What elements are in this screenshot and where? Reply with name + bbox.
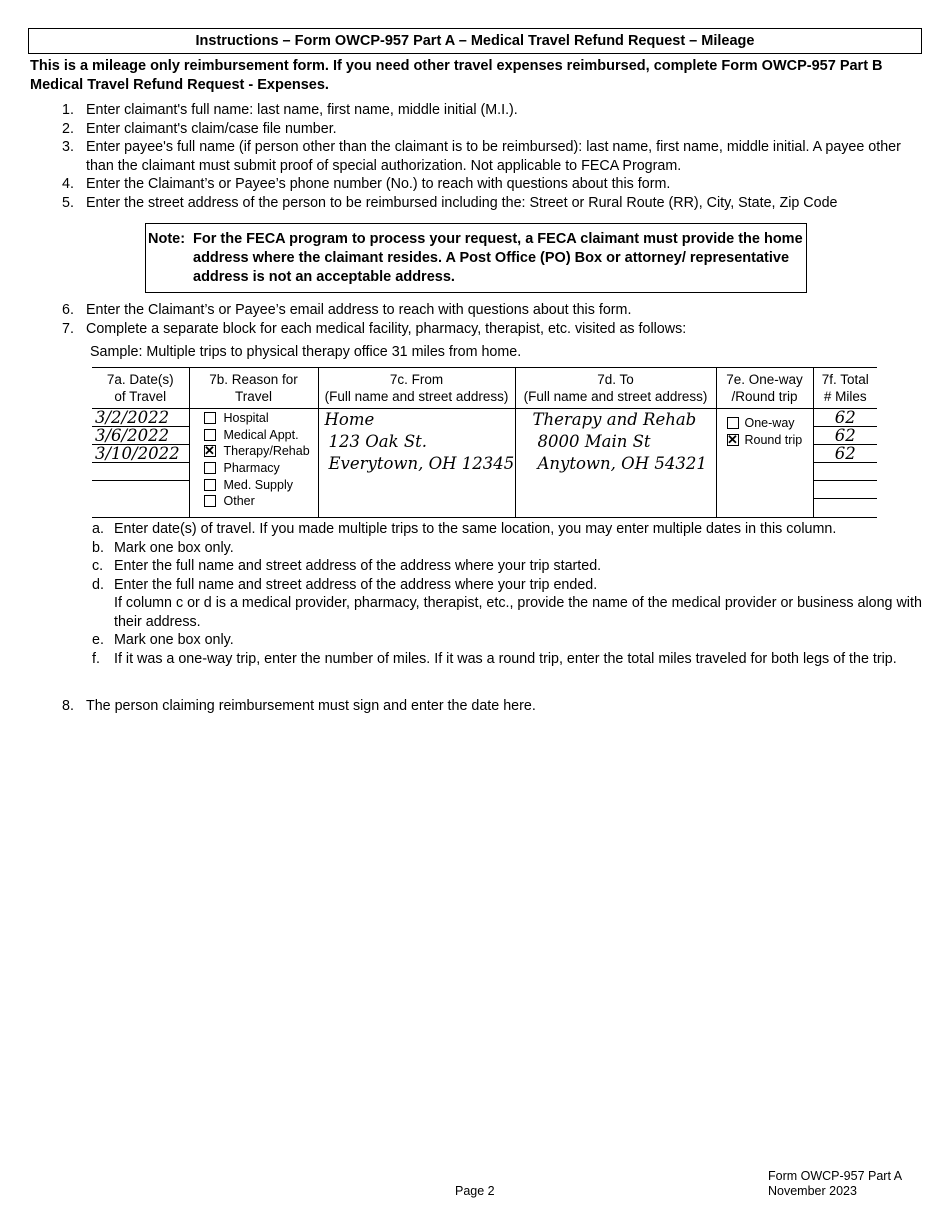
header-from: 7c. From (Full name and street address) (318, 368, 515, 409)
from-city: Everytown, OH 12345 (328, 454, 515, 473)
list-item (92, 650, 927, 669)
miles-entry (814, 481, 878, 499)
reason-option-pharmacy: Pharmacy (190, 460, 318, 477)
list-item (62, 138, 922, 175)
item-letter: b. (92, 539, 104, 556)
checkbox-checked: ✕ (204, 443, 215, 459)
item-letter: d. (92, 576, 104, 593)
checkbox-checked: ✕ (727, 431, 738, 447)
page-number: Page 2 (455, 1184, 495, 1198)
date-entry: 3/2/2022 (92, 409, 189, 427)
reason-option-other: Other (190, 493, 318, 510)
list-item (92, 631, 927, 650)
item-letter: f. (92, 650, 100, 667)
header-trip-type: 7e. One-way /Round trip (716, 368, 813, 409)
to-name: Therapy and Rehab (532, 410, 697, 429)
date-entry (92, 463, 189, 481)
reason-option-medical-appt: Medical Appt. (190, 427, 318, 444)
item-text: Enter the Claimant’s or Payee’s email address to reach with questions about this form. (86, 302, 632, 318)
trip-option-one-way: One-way (717, 415, 813, 432)
list-item (62, 697, 922, 716)
reason-option-hospital: Hospital (190, 410, 318, 427)
item-text: Enter the full name and street address of the address where your trip started. (114, 558, 602, 574)
sample-caption: Sample: Multiple trips to physical therapy office 31 miles from home. (90, 344, 522, 360)
list-item (62, 194, 922, 213)
item-text: Mark one box only. (114, 539, 234, 556)
reason-cell (189, 409, 318, 518)
item-number: 5. (62, 194, 74, 211)
list-item (92, 539, 927, 558)
feca-note-box (145, 223, 807, 293)
item-number: 3. (62, 139, 74, 155)
to-street: 8000 Main St (537, 432, 651, 451)
item-text: Enter the Claimant’s or Payee’s phone number (No.) to reach with questions about this form. (86, 176, 671, 192)
miles-entry: 62 (814, 445, 878, 463)
date-entry (92, 481, 189, 498)
to-city: Anytown, OH 54321 (537, 454, 707, 473)
list-item (62, 120, 922, 139)
item-text: Enter claimant's full name: last name, first name, middle initial (M.I.). (86, 102, 518, 118)
item-text: Mark one box only. (114, 632, 234, 648)
date-entry: 3/10/2022 (92, 445, 189, 463)
reason-option-therapy-rehab: ✕ Therapy/Rehab (204, 443, 310, 459)
from-name: Home (324, 410, 375, 429)
checkbox (204, 495, 216, 507)
item-letter: c. (92, 558, 104, 574)
item-text: If it was a one-way trip, enter the number of miles. If it was a round trip, enter the total miles traveled for both legs of the trip. (114, 650, 897, 667)
from-street: 123 Oak St. (328, 432, 428, 451)
date-entry: 3/6/2022 (92, 427, 189, 445)
checkbox (204, 479, 216, 491)
item-number: 2. (62, 120, 74, 137)
trip-option-round-trip: ✕ Round trip (727, 431, 803, 447)
miles-entry (814, 463, 878, 481)
form-title: Instructions – Form OWCP-957 Part A – Medical Travel Refund Request – Mileage (28, 28, 922, 54)
item-text: Enter date(s) of travel. If you made multiple trips to the same location, you may enter multiple dates in this column. (114, 521, 837, 537)
note-text: For the FECA program to process your request, a FECA claimant must provide the home address where the claimant resides. A Post Office (PO) Box or attorney/ representative address is not an acceptable address. (193, 231, 803, 285)
miles-entry: 62 (814, 427, 878, 445)
item-letter: e. (92, 632, 104, 648)
instructions-list-1-5 (62, 101, 922, 212)
header-reason: 7b. Reason for Travel (189, 368, 318, 409)
item-letter: a. (92, 521, 104, 537)
list-item (92, 520, 927, 539)
list-item (62, 320, 922, 339)
header-dates: 7a. Date(s) of Travel (92, 368, 189, 409)
item-text: Enter the full name and street address of the address where your trip ended. (114, 576, 598, 593)
dates-cell (92, 409, 189, 518)
item-number: 8. (62, 698, 74, 714)
item-text: Enter payee's full name (if person other than the claimant is to be reimbursed): last name, first name, middle initial. A payee other than the claimant must submit proof of special authorization. Not applicable to FECA Program. (86, 139, 901, 174)
header-to: 7d. To (Full name and street address) (515, 368, 716, 409)
note-label: Note: (148, 231, 186, 247)
item-text: Enter claimant's claim/case file number. (86, 120, 337, 137)
item-text: If column c or d is a medical provider, pharmacy, therapist, etc., provide the name of the medical provider or business along with their address. (114, 595, 922, 630)
form-footer (768, 1169, 902, 1199)
list-item (62, 101, 922, 120)
item-text: Complete a separate block for each medical facility, pharmacy, therapist, etc. visited as follows: (86, 320, 687, 337)
checkbox (204, 462, 216, 474)
column-instructions (92, 520, 927, 668)
list-item (62, 175, 922, 194)
list-item (92, 576, 927, 595)
list-item-continuation (92, 594, 927, 631)
item-number: 4. (62, 176, 74, 192)
reason-option-med-supply: Med. Supply (190, 476, 318, 493)
instructions-list-8 (62, 697, 922, 716)
trip-type-cell (716, 409, 813, 518)
to-cell (515, 409, 716, 518)
checkbox (727, 417, 739, 429)
item-text: The person claiming reimbursement must sign and enter the date here. (86, 698, 536, 714)
miles-entry: 62 (814, 409, 878, 427)
form-name: Form OWCP-957 Part A (768, 1169, 903, 1183)
item-number: 1. (62, 102, 74, 118)
list-item (92, 557, 927, 576)
sample-table (92, 367, 877, 518)
checkbox (204, 412, 216, 424)
miles-cell (813, 409, 877, 518)
header-miles: 7f. Total # Miles (813, 368, 877, 409)
intro-text: This is a mileage only reimbursement form. If you need other travel expenses reimbursed, complete Form OWCP-957 Part B Medical Travel Refund Request - Expenses. (30, 58, 883, 93)
item-number: 7. (62, 320, 74, 337)
form-date: November 2023 (768, 1184, 857, 1198)
instructions-list-6-7 (62, 301, 922, 338)
item-text: Enter the street address of the person to be reimbursed including the: Street or Rural Route (RR), City, State, Zip Code (86, 194, 838, 211)
from-cell (318, 409, 515, 518)
item-number: 6. (62, 302, 74, 318)
list-item (62, 301, 922, 320)
checkbox (204, 429, 216, 441)
